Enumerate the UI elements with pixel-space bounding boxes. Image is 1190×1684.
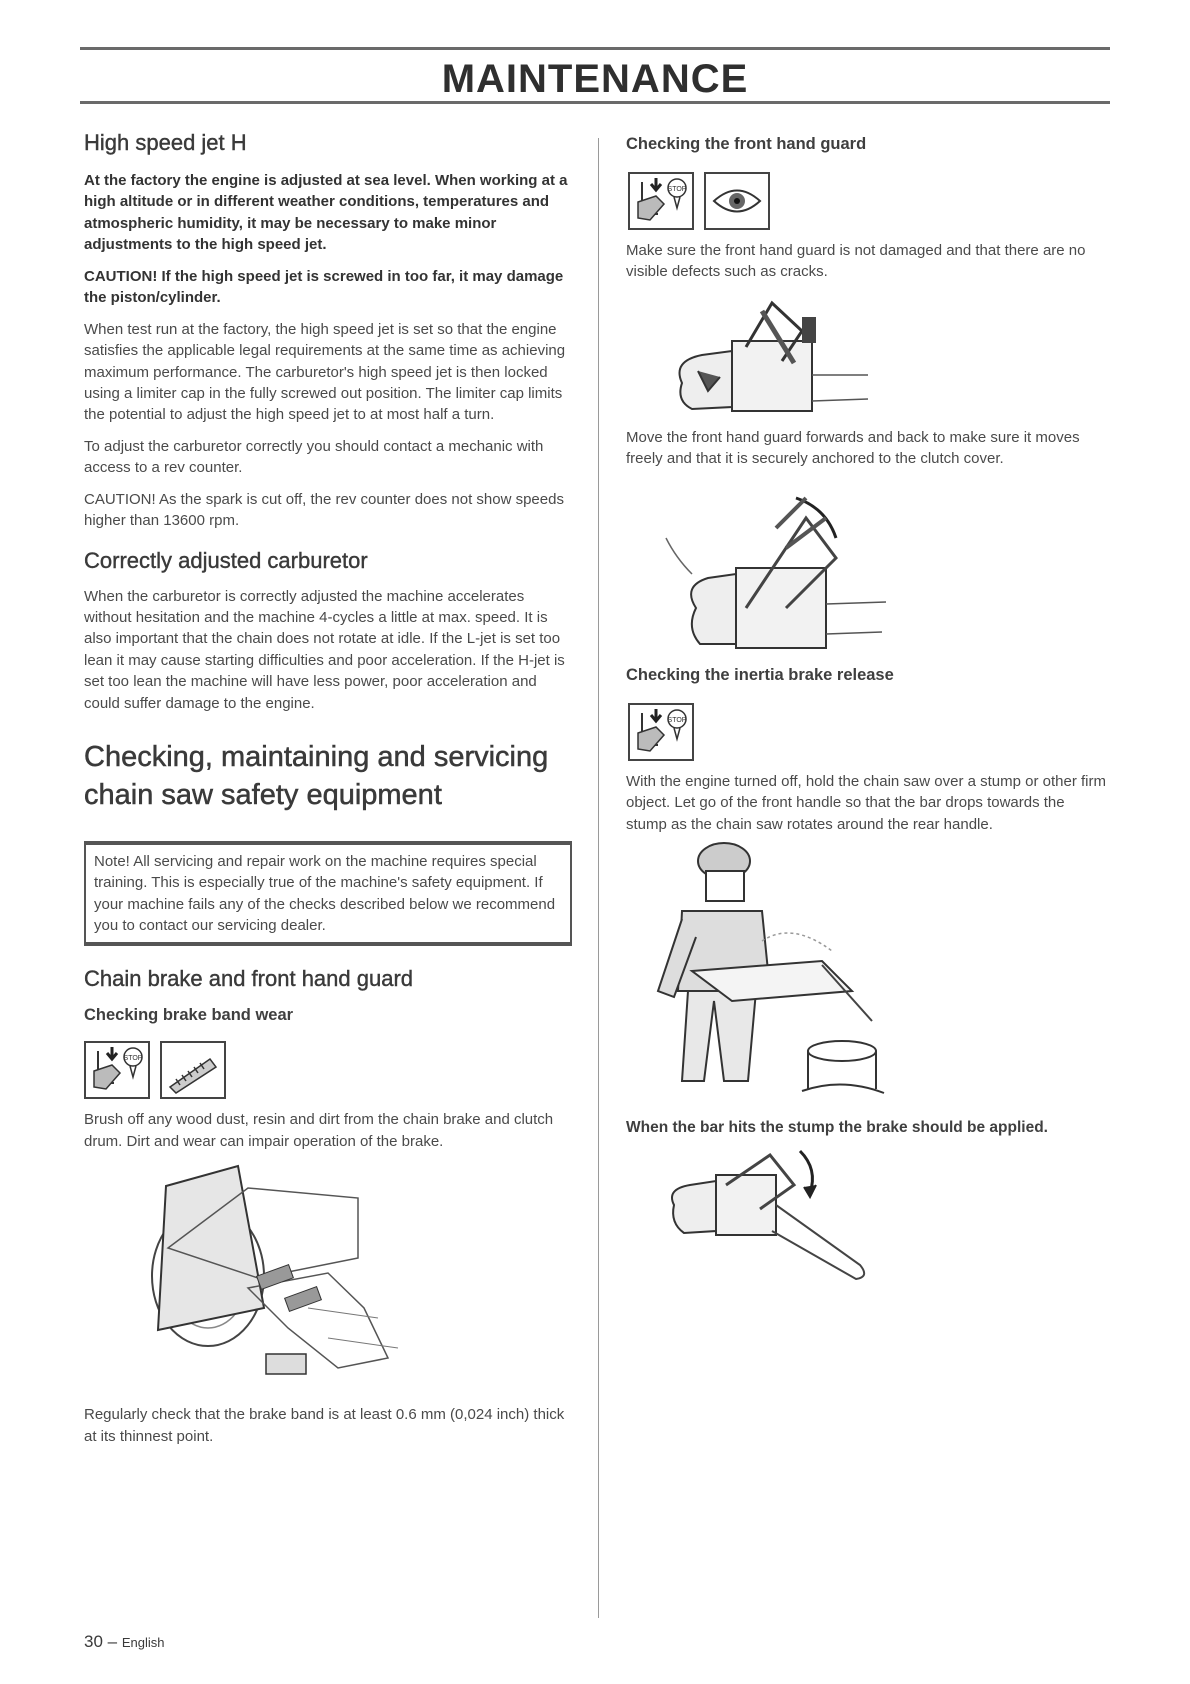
page-number: 30	[84, 1632, 103, 1651]
header-rule-bottom	[80, 101, 1110, 104]
front-hand-guard-icons	[628, 172, 1106, 230]
section-title-carburetor: Correctly adjusted carburetor	[84, 547, 368, 573]
section-title-chain-brake: Chain brake and front hand guard	[84, 966, 414, 992]
subtitle-inertia-brake: Checking the inertia brake release	[626, 665, 894, 684]
stop-engine-icon	[84, 1041, 150, 1099]
front-hand-guard-paragraph-2: Move the front hand guard forwards and back to make sure it moves freely and that it is securely anchored to the clutch cover.	[626, 428, 1080, 468]
high-speed-jet-paragraph-2: To adjust the carburetor correctly you should contact a mechanic with access to a rev counter.	[84, 437, 544, 477]
high-speed-jet-intro: At the factory the engine is adjusted at sea level. When working at a high altitude or in different weather conditions, temperatures and atmospheric humidity, it may be necessary to make minor adjustments to the high speed jet.	[84, 172, 568, 254]
inertia-brake-icons	[628, 703, 1106, 761]
high-speed-jet-paragraph-3: CAUTION! As the spark is cut off, the rev counter does not show speeds higher than 13600 rpm.	[84, 490, 564, 530]
section-title-safety-equipment: Checking, maintaining and servicing chain saw safety equipment	[84, 741, 549, 812]
subtitle-front-hand-guard: Checking the front hand guard	[626, 135, 867, 153]
subtitle-brake-band-wear: Checking brake band wear	[84, 1006, 294, 1025]
brake-band-paragraph-1: Brush off any wood dust, resin and dirt from the chain brake and clutch drum. Dirt and wear can impair operation of the brake.	[84, 1111, 554, 1150]
inertia-brake-caption: When the bar hits the stump the brake should be applied.	[626, 1119, 1048, 1137]
brush-icon	[160, 1041, 226, 1099]
stop-icon-label: STOP	[123, 1055, 143, 1063]
header-rule-top	[80, 47, 1110, 50]
inertia-brake-illustration	[652, 841, 1106, 1103]
brake-band-illustration	[128, 1158, 572, 1394]
carburetor-paragraph: When the carburetor is correctly adjusted the machine accelerates without hesitation and the machine 4-cycles a little at max. speed. It is also important that the chain does not rotate at idle. If the L-jet is set too lean it may cause starting difficulties and poor acceleration. If the H-jet is set too lean the machine will have less power, poor acceleration and could suffer damage to the engine.	[84, 587, 565, 712]
servicing-note-text: Note! All servicing and repair work on the machine requires special training. This is especially true of the machine's safety equipment. If your machine fails any of the checks described below we recommend you to contact our servicing dealer.	[94, 852, 556, 935]
stop-engine-icon	[628, 703, 694, 761]
front-hand-guard-illustration-1	[662, 291, 1106, 421]
section-title-high-speed-jet: High speed jet H	[84, 130, 247, 155]
footer-dash: –	[107, 1632, 118, 1651]
footer-language: English	[121, 1635, 165, 1650]
high-speed-jet-caution: CAUTION! If the high speed jet is screwed in too far, it may damage the piston/cylinder.	[84, 267, 564, 307]
page-title: MAINTENANCE	[441, 57, 749, 101]
stop-icon-label: STOP	[667, 716, 687, 724]
front-hand-guard-illustration-2	[656, 478, 1106, 658]
column-divider	[598, 138, 599, 1618]
stop-engine-icon	[628, 172, 694, 230]
brake-applied-illustration	[660, 1145, 1106, 1295]
page-footer	[84, 1632, 165, 1652]
inertia-brake-paragraph: With the engine turned off, hold the chain saw over a stump or other firm object. Let go of the front handle so that the bar drops towards the stump as the chain saw rotates around the rear handle.	[626, 772, 1106, 833]
high-speed-jet-paragraph-1: When test run at the factory, the high speed jet is set so that the engine satisfies the applicable legal requirements at the same time as achieving maximum performance. The carburetor's high speed jet is then locked using a limiter cap in the fully screwed out position. The limiter cap limits the potential to adjust the high speed jet to at most half a turn.	[84, 320, 566, 424]
right-column	[626, 135, 1106, 1295]
brake-band-icons	[84, 1041, 572, 1099]
brake-band-paragraph-2: Regularly check that the brake band is at least 0.6 mm (0,024 inch) thick at its thinnest point.	[84, 1406, 565, 1445]
servicing-note-box	[84, 841, 572, 947]
eye-inspect-icon	[704, 172, 770, 230]
left-column	[84, 130, 572, 1447]
front-hand-guard-paragraph-1: Make sure the front hand guard is not damaged and that there are no visible defects such as cracks.	[626, 242, 1086, 281]
stop-icon-label: STOP	[667, 186, 687, 193]
